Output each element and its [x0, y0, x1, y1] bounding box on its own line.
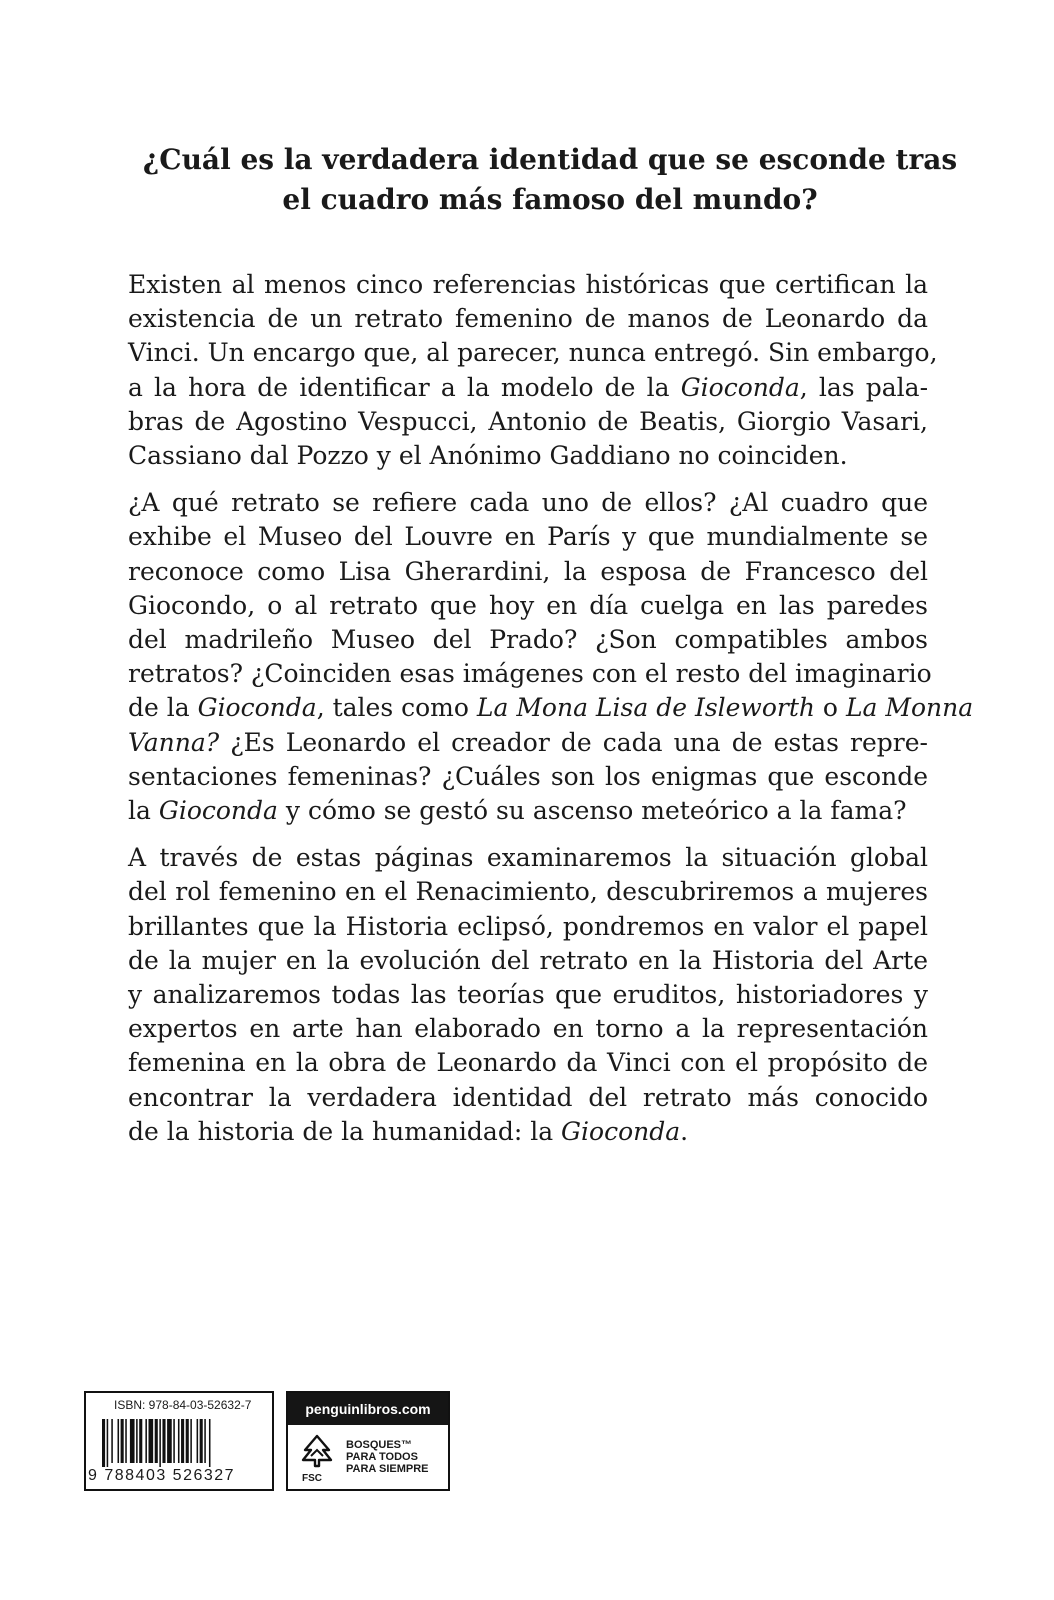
text-line: reconoce como Lisa Gherardini, la esposa de Francesco del	[128, 556, 928, 586]
text-line: Giocondo, o al retrato que hoy en día cuelga en las paredes	[128, 590, 928, 620]
text-line: y analizaremos todas las teorías que eruditos, historiadores y	[128, 980, 928, 1010]
text-line	[128, 691, 974, 725]
text-run: , tales como	[316, 693, 477, 723]
text-line: brillantes que la Historia eclipsó, pondremos en valor el papel	[128, 911, 928, 941]
text-line: retratos? ¿Coinciden esas imágenes con el resto del imaginario	[128, 659, 932, 689]
fsc-slogan-line: PARA TODOS	[346, 1451, 418, 1463]
text-line	[128, 726, 928, 760]
text-line: ¿A qué retrato se refiere cada uno de ellos? ¿Al cuadro que	[128, 488, 928, 518]
text-run: a la hora de identificar a la modelo de la	[128, 372, 681, 402]
publisher-panel	[286, 1391, 450, 1491]
back-cover-headline	[120, 140, 980, 220]
italic-title: La Mona Lisa de Isleworth	[476, 693, 815, 723]
text-line: de la mujer en la evolución del retrato en la Historia del Arte	[128, 945, 928, 975]
text-run: o	[814, 693, 846, 723]
italic-title: Gioconda	[680, 372, 800, 402]
isbn-label: ISBN: 978-84-03-52632-7	[114, 1398, 252, 1412]
paragraph-3	[128, 841, 928, 1149]
text-run: de la	[128, 693, 198, 723]
text-line: exhibe el Museo del Louvre en París y que mundialmente se	[128, 522, 928, 552]
text-run: .	[680, 1116, 689, 1146]
fsc-tree-icon	[300, 1433, 334, 1473]
fsc-label: FSC	[302, 1473, 322, 1484]
text-line: existencia de un retrato femenino de manos de Leonardo da	[128, 304, 928, 334]
paragraph-1	[128, 268, 938, 473]
paragraph-2	[128, 486, 974, 828]
fsc-slogan-line: BOSQUES™	[346, 1439, 413, 1451]
isbn-barcode-panel	[84, 1391, 274, 1491]
text-run: de la historia de la humanidad: la	[128, 1116, 562, 1146]
headline-line-1: ¿Cuál es la verdadera identidad que se esconde tras	[142, 143, 958, 176]
text-line: sentaciones femeninas? ¿Cuáles son los enigmas que esconde	[128, 761, 928, 791]
text-run: y cómo se gestó su ascenso meteórico a la fama?	[277, 796, 907, 826]
barcode-icon	[102, 1419, 262, 1467]
fsc-slogan	[346, 1439, 429, 1475]
text-line: Cassiano dal Pozzo y el Anónimo Gaddiano no coinciden.	[128, 441, 848, 471]
text-line	[128, 1115, 928, 1149]
text-line: A través de estas páginas examinaremos la situación global	[128, 843, 928, 873]
text-line: Existen al menos cinco referencias históricas que certifican la	[128, 270, 928, 299]
italic-title: Gioconda	[197, 693, 317, 723]
italic-title: La Monna	[845, 693, 974, 723]
text-line: femenina en la obra de Leonardo da Vinci con el propósito de	[128, 1048, 928, 1078]
text-line: expertos en arte han elaborado en torno a la representación	[128, 1014, 928, 1044]
text-line: del rol femenino en el Renacimiento, descubriremos a mujeres	[128, 877, 928, 907]
text-line: bras de Agostino Vespucci, Antonio de Beatis, Giorgio Vasari,	[128, 406, 928, 436]
italic-title: Gioconda	[561, 1116, 681, 1146]
barcode-digits: 9 788403 526327	[88, 1467, 236, 1484]
text-line: Vinci. Un encargo que, al parecer, nunca entregó. Sin embargo,	[128, 338, 938, 368]
italic-title: Vanna?	[128, 727, 220, 757]
fsc-slogan-line: PARA SIEMPRE	[346, 1463, 429, 1475]
text-run: , las pala-	[799, 372, 929, 402]
synopsis-text	[128, 268, 974, 1149]
text-line: encontrar la verdadera identidad del retrato más conocido	[128, 1082, 928, 1112]
text-line: del madrileño Museo del Prado? ¿Son compatibles ambos	[128, 625, 928, 655]
headline-line-2: el cuadro más famoso del mundo?	[282, 183, 818, 216]
text-line	[128, 371, 928, 405]
italic-title: Gioconda	[158, 796, 278, 826]
text-line	[128, 794, 928, 828]
text-run: la	[128, 796, 159, 826]
publisher-website: penguinlibros.com	[288, 1393, 448, 1425]
text-run: ¿Es Leonardo el creador de cada una de estas repre-	[219, 727, 928, 757]
